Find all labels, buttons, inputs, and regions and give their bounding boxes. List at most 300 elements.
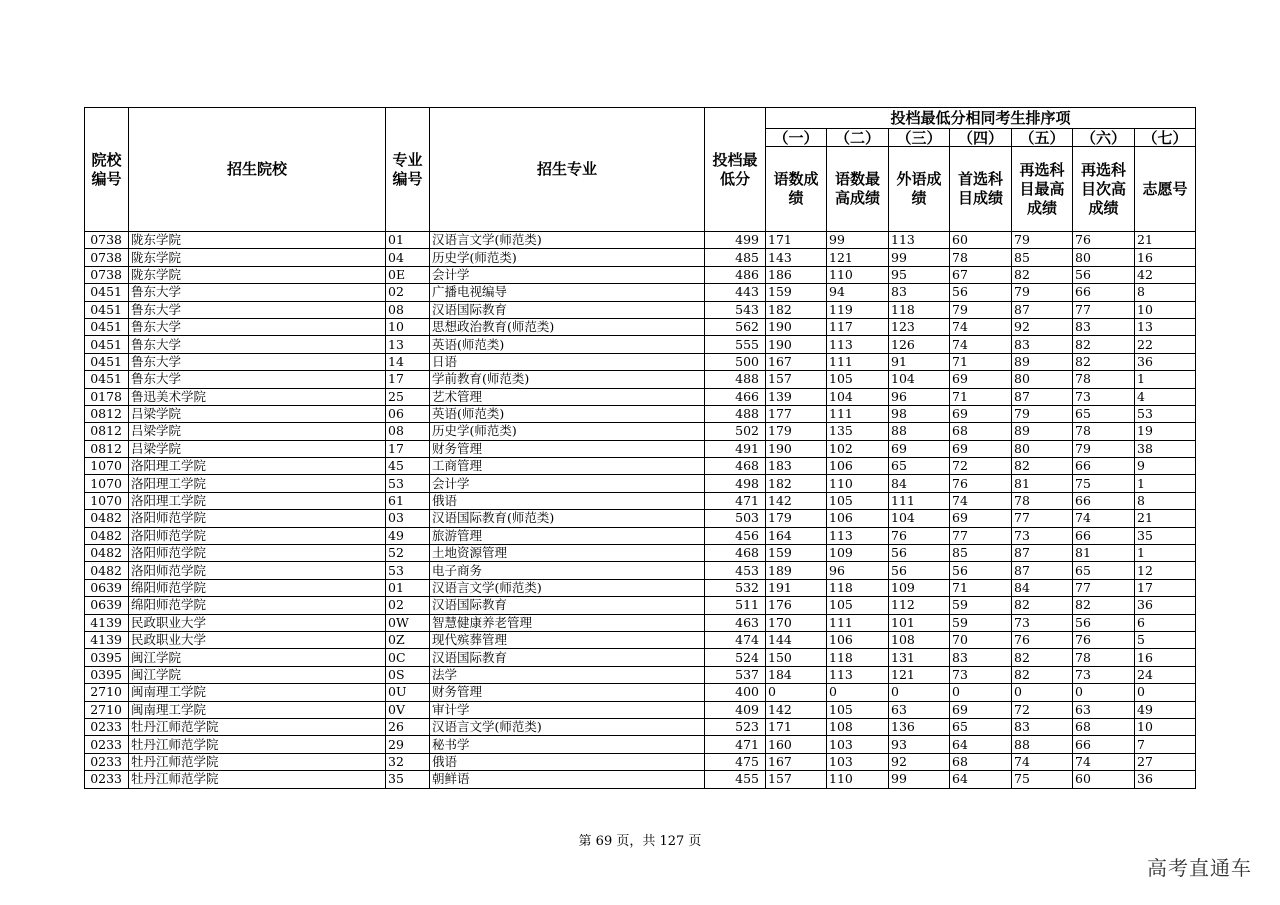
cell-tiebreak-2: 0 — [827, 684, 889, 701]
cell-tiebreak-3: 91 — [889, 353, 950, 370]
cell-tiebreak-7: 7 — [1135, 736, 1196, 753]
cell-tiebreak-4: 67 — [950, 266, 1012, 283]
page-footer: 第 69 页，共 127 页 — [578, 834, 702, 849]
cell-tiebreak-4: 65 — [950, 718, 1012, 735]
cell-tiebreak-6: 80 — [1073, 249, 1135, 266]
cell-tiebreak-6: 56 — [1073, 614, 1135, 631]
cell-tiebreak-3: 111 — [889, 492, 950, 509]
cell-major-code: 61 — [386, 492, 430, 509]
cell-major-code: 17 — [386, 371, 430, 388]
cell-school-name: 鲁东大学 — [129, 284, 386, 301]
cell-tiebreak-1: 143 — [766, 249, 827, 266]
header-major-name: 招生专业 — [430, 108, 705, 232]
cell-tiebreak-4: 71 — [950, 388, 1012, 405]
cell-major-name: 历史学(师范类) — [430, 423, 705, 440]
cell-tiebreak-1: 171 — [766, 232, 827, 249]
cell-school-code: 0482 — [85, 562, 129, 579]
cell-tiebreak-6: 78 — [1073, 649, 1135, 666]
cell-major-code: 08 — [386, 301, 430, 318]
cell-tiebreak-3: 126 — [889, 336, 950, 353]
cell-tiebreak-1: 186 — [766, 266, 827, 283]
cell-tiebreak-2: 105 — [827, 492, 889, 509]
cell-school-code: 0738 — [85, 232, 129, 249]
cell-major-code: 45 — [386, 458, 430, 475]
cell-tiebreak-2: 96 — [827, 562, 889, 579]
cell-tiebreak-1: 144 — [766, 631, 827, 648]
cell-tiebreak-7: 1 — [1135, 371, 1196, 388]
cell-major-name: 秘书学 — [430, 736, 705, 753]
cell-tiebreak-7: 16 — [1135, 649, 1196, 666]
cell-min-score: 468 — [705, 545, 766, 562]
cell-major-name: 艺术管理 — [430, 388, 705, 405]
cell-tiebreak-6: 79 — [1073, 440, 1135, 457]
cell-major-name: 电子商务 — [430, 562, 705, 579]
cell-tiebreak-6: 60 — [1073, 771, 1135, 788]
cell-tiebreak-5: 79 — [1012, 284, 1073, 301]
cell-tiebreak-7: 36 — [1135, 771, 1196, 788]
cell-school-name: 鲁东大学 — [129, 371, 386, 388]
cell-tiebreak-1: 150 — [766, 649, 827, 666]
header-tiebreak-num-5: （五） — [1012, 129, 1073, 147]
cell-tiebreak-3: 109 — [889, 579, 950, 596]
cell-major-code: 53 — [386, 475, 430, 492]
cell-major-name: 俄语 — [430, 492, 705, 509]
cell-tiebreak-7: 0 — [1135, 684, 1196, 701]
cell-tiebreak-2: 111 — [827, 405, 889, 422]
cell-tiebreak-5: 88 — [1012, 736, 1073, 753]
cell-tiebreak-3: 56 — [889, 545, 950, 562]
header-tiebreak-num-6: （六） — [1073, 129, 1135, 147]
cell-tiebreak-5: 80 — [1012, 440, 1073, 457]
cell-tiebreak-1: 167 — [766, 353, 827, 370]
header-school-name: 招生院校 — [129, 108, 386, 232]
cell-tiebreak-7: 21 — [1135, 510, 1196, 527]
table-row — [85, 614, 1196, 631]
cell-school-name: 闽江学院 — [129, 666, 386, 683]
table-row — [85, 301, 1196, 318]
cell-tiebreak-7: 13 — [1135, 318, 1196, 335]
cell-tiebreak-4: 79 — [950, 301, 1012, 318]
cell-tiebreak-7: 27 — [1135, 753, 1196, 770]
cell-school-code: 0233 — [85, 771, 129, 788]
cell-tiebreak-4: 59 — [950, 597, 1012, 614]
cell-tiebreak-6: 82 — [1073, 353, 1135, 370]
cell-tiebreak-5: 82 — [1012, 597, 1073, 614]
cell-tiebreak-2: 105 — [827, 701, 889, 718]
header-tiebreak-label-7: 志愿号 — [1135, 147, 1196, 232]
cell-school-name: 民政职业大学 — [129, 631, 386, 648]
cell-tiebreak-5: 80 — [1012, 371, 1073, 388]
cell-school-code: 0812 — [85, 405, 129, 422]
cell-tiebreak-6: 77 — [1073, 301, 1135, 318]
cell-tiebreak-6: 73 — [1073, 388, 1135, 405]
table-row — [85, 562, 1196, 579]
admission-score-table — [84, 107, 1196, 789]
cell-school-name: 洛阳师范学院 — [129, 510, 386, 527]
cell-tiebreak-2: 106 — [827, 458, 889, 475]
cell-school-code: 0451 — [85, 318, 129, 335]
cell-school-code: 0451 — [85, 353, 129, 370]
cell-tiebreak-3: 101 — [889, 614, 950, 631]
cell-major-code: 0S — [386, 666, 430, 683]
cell-tiebreak-1: 176 — [766, 597, 827, 614]
cell-tiebreak-4: 77 — [950, 527, 1012, 544]
cell-tiebreak-2: 104 — [827, 388, 889, 405]
cell-tiebreak-3: 108 — [889, 631, 950, 648]
cell-tiebreak-5: 82 — [1012, 266, 1073, 283]
cell-tiebreak-4: 56 — [950, 562, 1012, 579]
cell-tiebreak-5: 82 — [1012, 649, 1073, 666]
cell-school-code: 0738 — [85, 266, 129, 283]
cell-tiebreak-5: 83 — [1012, 336, 1073, 353]
table-row — [85, 336, 1196, 353]
cell-min-score: 453 — [705, 562, 766, 579]
header-tiebreak-label-5: 再选科目最高成绩 — [1012, 147, 1073, 232]
cell-major-name: 工商管理 — [430, 458, 705, 475]
cell-tiebreak-2: 103 — [827, 753, 889, 770]
cell-tiebreak-1: 160 — [766, 736, 827, 753]
table-row — [85, 475, 1196, 492]
cell-tiebreak-6: 65 — [1073, 562, 1135, 579]
cell-min-score: 488 — [705, 405, 766, 422]
cell-school-code: 0482 — [85, 545, 129, 562]
cell-min-score: 523 — [705, 718, 766, 735]
cell-school-code: 2710 — [85, 684, 129, 701]
cell-major-name: 财务管理 — [430, 440, 705, 457]
cell-school-code: 0451 — [85, 371, 129, 388]
cell-school-name: 洛阳师范学院 — [129, 562, 386, 579]
header-tiebreak-label-3: 外语成绩 — [889, 147, 950, 232]
cell-tiebreak-2: 105 — [827, 597, 889, 614]
cell-major-code: 32 — [386, 753, 430, 770]
cell-min-score: 475 — [705, 753, 766, 770]
cell-tiebreak-4: 64 — [950, 771, 1012, 788]
cell-school-name: 闽南理工学院 — [129, 701, 386, 718]
cell-major-name: 日语 — [430, 353, 705, 370]
table-row — [85, 753, 1196, 770]
cell-tiebreak-6: 66 — [1073, 527, 1135, 544]
cell-school-name: 牡丹江师范学院 — [129, 771, 386, 788]
cell-tiebreak-3: 113 — [889, 232, 950, 249]
table-row — [85, 440, 1196, 457]
cell-tiebreak-4: 71 — [950, 579, 1012, 596]
cell-tiebreak-3: 0 — [889, 684, 950, 701]
cell-tiebreak-7: 1 — [1135, 545, 1196, 562]
cell-tiebreak-1: 171 — [766, 718, 827, 735]
cell-tiebreak-2: 113 — [827, 666, 889, 683]
cell-major-name: 汉语国际教育 — [430, 597, 705, 614]
cell-major-code: 01 — [386, 232, 430, 249]
header-tiebreak-label-6: 再选科目次高成绩 — [1073, 147, 1135, 232]
cell-tiebreak-2: 111 — [827, 614, 889, 631]
table-row — [85, 423, 1196, 440]
cell-school-name: 牡丹江师范学院 — [129, 718, 386, 735]
header-min-score: 投档最低分 — [705, 108, 766, 232]
cell-tiebreak-2: 94 — [827, 284, 889, 301]
cell-major-name: 财务管理 — [430, 684, 705, 701]
table-row — [85, 718, 1196, 735]
cell-tiebreak-5: 84 — [1012, 579, 1073, 596]
cell-tiebreak-5: 87 — [1012, 301, 1073, 318]
cell-tiebreak-2: 106 — [827, 510, 889, 527]
cell-tiebreak-6: 66 — [1073, 284, 1135, 301]
cell-min-score: 537 — [705, 666, 766, 683]
cell-tiebreak-2: 121 — [827, 249, 889, 266]
cell-tiebreak-7: 1 — [1135, 475, 1196, 492]
table-row — [85, 492, 1196, 509]
table-row — [85, 527, 1196, 544]
table-row — [85, 666, 1196, 683]
cell-major-name: 汉语言文学(师范类) — [430, 232, 705, 249]
cell-tiebreak-4: 69 — [950, 371, 1012, 388]
cell-major-code: 25 — [386, 388, 430, 405]
table-row — [85, 318, 1196, 335]
cell-tiebreak-7: 5 — [1135, 631, 1196, 648]
cell-tiebreak-1: 189 — [766, 562, 827, 579]
cell-tiebreak-3: 83 — [889, 284, 950, 301]
cell-school-name: 吕梁学院 — [129, 405, 386, 422]
table-row — [85, 579, 1196, 596]
cell-school-name: 鲁东大学 — [129, 336, 386, 353]
cell-major-name: 现代殡葬管理 — [430, 631, 705, 648]
table-row — [85, 701, 1196, 718]
cell-school-code: 0639 — [85, 579, 129, 596]
cell-school-code: 0395 — [85, 649, 129, 666]
cell-major-name: 审计学 — [430, 701, 705, 718]
cell-school-name: 绵阳师范学院 — [129, 597, 386, 614]
table-body — [85, 232, 1196, 789]
cell-school-code: 0482 — [85, 510, 129, 527]
cell-major-code: 02 — [386, 284, 430, 301]
cell-min-score: 485 — [705, 249, 766, 266]
cell-tiebreak-3: 118 — [889, 301, 950, 318]
cell-tiebreak-3: 104 — [889, 510, 950, 527]
cell-major-code: 53 — [386, 562, 430, 579]
cell-min-score: 455 — [705, 771, 766, 788]
cell-tiebreak-5: 87 — [1012, 562, 1073, 579]
cell-min-score: 498 — [705, 475, 766, 492]
header-major-code: 专业编号 — [386, 108, 430, 232]
cell-major-name: 汉语言文学(师范类) — [430, 579, 705, 596]
cell-tiebreak-2: 108 — [827, 718, 889, 735]
header-tiebreak-num-3: （三） — [889, 129, 950, 147]
cell-tiebreak-2: 110 — [827, 266, 889, 283]
cell-school-name: 洛阳理工学院 — [129, 458, 386, 475]
cell-school-code: 0233 — [85, 736, 129, 753]
header-tiebreak-num-7: （七） — [1135, 129, 1196, 147]
cell-tiebreak-7: 22 — [1135, 336, 1196, 353]
cell-major-code: 08 — [386, 423, 430, 440]
cell-tiebreak-2: 103 — [827, 736, 889, 753]
cell-tiebreak-6: 78 — [1073, 423, 1135, 440]
cell-school-name: 陇东学院 — [129, 249, 386, 266]
cell-min-score: 488 — [705, 371, 766, 388]
cell-tiebreak-5: 87 — [1012, 545, 1073, 562]
cell-major-name: 汉语言文学(师范类) — [430, 718, 705, 735]
cell-tiebreak-5: 78 — [1012, 492, 1073, 509]
cell-tiebreak-5: 82 — [1012, 458, 1073, 475]
cell-tiebreak-4: 70 — [950, 631, 1012, 648]
cell-major-code: 49 — [386, 527, 430, 544]
cell-tiebreak-5: 89 — [1012, 423, 1073, 440]
cell-tiebreak-7: 35 — [1135, 527, 1196, 544]
cell-school-name: 闽江学院 — [129, 649, 386, 666]
cell-tiebreak-3: 69 — [889, 440, 950, 457]
cell-tiebreak-5: 85 — [1012, 249, 1073, 266]
cell-tiebreak-2: 118 — [827, 649, 889, 666]
cell-school-name: 鲁东大学 — [129, 318, 386, 335]
cell-tiebreak-2: 113 — [827, 336, 889, 353]
cell-tiebreak-6: 66 — [1073, 492, 1135, 509]
cell-tiebreak-1: 142 — [766, 701, 827, 718]
cell-major-name: 思想政治教育(师范类) — [430, 318, 705, 335]
cell-major-code: 52 — [386, 545, 430, 562]
cell-tiebreak-6: 78 — [1073, 371, 1135, 388]
cell-min-score: 456 — [705, 527, 766, 544]
cell-tiebreak-4: 59 — [950, 614, 1012, 631]
cell-tiebreak-1: 183 — [766, 458, 827, 475]
table-row — [85, 371, 1196, 388]
cell-tiebreak-5: 81 — [1012, 475, 1073, 492]
cell-tiebreak-6: 0 — [1073, 684, 1135, 701]
cell-tiebreak-5: 92 — [1012, 318, 1073, 335]
cell-min-score: 499 — [705, 232, 766, 249]
cell-major-code: 06 — [386, 405, 430, 422]
cell-major-name: 土地资源管理 — [430, 545, 705, 562]
cell-school-code: 0233 — [85, 753, 129, 770]
cell-major-code: 13 — [386, 336, 430, 353]
cell-school-name: 吕梁学院 — [129, 440, 386, 457]
cell-tiebreak-4: 68 — [950, 753, 1012, 770]
cell-tiebreak-7: 36 — [1135, 597, 1196, 614]
cell-tiebreak-6: 76 — [1073, 631, 1135, 648]
cell-tiebreak-4: 69 — [950, 510, 1012, 527]
cell-tiebreak-1: 179 — [766, 510, 827, 527]
cell-major-code: 02 — [386, 597, 430, 614]
cell-tiebreak-6: 81 — [1073, 545, 1135, 562]
cell-tiebreak-1: 184 — [766, 666, 827, 683]
cell-tiebreak-3: 76 — [889, 527, 950, 544]
table-row — [85, 649, 1196, 666]
cell-tiebreak-1: 164 — [766, 527, 827, 544]
table-row — [85, 684, 1196, 701]
cell-major-code: 0U — [386, 684, 430, 701]
cell-tiebreak-6: 56 — [1073, 266, 1135, 283]
cell-tiebreak-4: 85 — [950, 545, 1012, 562]
cell-major-name: 学前教育(师范类) — [430, 371, 705, 388]
cell-major-name: 会计学 — [430, 266, 705, 283]
cell-tiebreak-6: 82 — [1073, 336, 1135, 353]
cell-min-score: 543 — [705, 301, 766, 318]
cell-tiebreak-5: 74 — [1012, 753, 1073, 770]
cell-tiebreak-7: 10 — [1135, 301, 1196, 318]
cell-school-code: 0395 — [85, 666, 129, 683]
cell-min-score: 443 — [705, 284, 766, 301]
watermark-text: 高考直通车 — [1147, 856, 1252, 880]
cell-tiebreak-5: 73 — [1012, 527, 1073, 544]
cell-tiebreak-3: 63 — [889, 701, 950, 718]
cell-min-score: 471 — [705, 492, 766, 509]
cell-school-code: 1070 — [85, 492, 129, 509]
cell-tiebreak-6: 82 — [1073, 597, 1135, 614]
cell-tiebreak-3: 112 — [889, 597, 950, 614]
cell-tiebreak-7: 9 — [1135, 458, 1196, 475]
cell-school-name: 闽南理工学院 — [129, 684, 386, 701]
table-row — [85, 232, 1196, 249]
cell-tiebreak-2: 111 — [827, 353, 889, 370]
cell-min-score: 468 — [705, 458, 766, 475]
cell-tiebreak-5: 73 — [1012, 614, 1073, 631]
table-row — [85, 405, 1196, 422]
cell-school-code: 0482 — [85, 527, 129, 544]
cell-tiebreak-4: 71 — [950, 353, 1012, 370]
cell-school-code: 0639 — [85, 597, 129, 614]
cell-tiebreak-3: 84 — [889, 475, 950, 492]
cell-school-name: 洛阳师范学院 — [129, 527, 386, 544]
cell-major-name: 广播电视编导 — [430, 284, 705, 301]
cell-tiebreak-2: 106 — [827, 631, 889, 648]
cell-tiebreak-6: 66 — [1073, 736, 1135, 753]
cell-tiebreak-4: 0 — [950, 684, 1012, 701]
cell-tiebreak-5: 0 — [1012, 684, 1073, 701]
cell-major-code: 0V — [386, 701, 430, 718]
cell-min-score: 524 — [705, 649, 766, 666]
cell-school-name: 鲁东大学 — [129, 301, 386, 318]
cell-tiebreak-4: 74 — [950, 318, 1012, 335]
cell-tiebreak-6: 75 — [1073, 475, 1135, 492]
cell-major-code: 01 — [386, 579, 430, 596]
cell-min-score: 474 — [705, 631, 766, 648]
cell-tiebreak-4: 74 — [950, 336, 1012, 353]
table-row — [85, 597, 1196, 614]
cell-school-code: 4139 — [85, 614, 129, 631]
cell-major-code: 0E — [386, 266, 430, 283]
cell-tiebreak-5: 82 — [1012, 666, 1073, 683]
cell-tiebreak-1: 182 — [766, 301, 827, 318]
cell-tiebreak-1: 182 — [766, 475, 827, 492]
cell-tiebreak-1: 190 — [766, 318, 827, 335]
cell-tiebreak-3: 95 — [889, 266, 950, 283]
cell-tiebreak-5: 77 — [1012, 510, 1073, 527]
cell-tiebreak-6: 74 — [1073, 753, 1135, 770]
cell-tiebreak-4: 68 — [950, 423, 1012, 440]
cell-tiebreak-6: 66 — [1073, 458, 1135, 475]
cell-major-code: 14 — [386, 353, 430, 370]
cell-school-name: 鲁迅美术学院 — [129, 388, 386, 405]
cell-tiebreak-3: 56 — [889, 562, 950, 579]
cell-tiebreak-5: 76 — [1012, 631, 1073, 648]
cell-major-name: 英语(师范类) — [430, 405, 705, 422]
header-tiebreak-label-4: 首选科目成绩 — [950, 147, 1012, 232]
cell-tiebreak-7: 8 — [1135, 284, 1196, 301]
cell-tiebreak-7: 53 — [1135, 405, 1196, 422]
cell-major-code: 17 — [386, 440, 430, 457]
cell-school-name: 绵阳师范学院 — [129, 579, 386, 596]
cell-min-score: 463 — [705, 614, 766, 631]
cell-tiebreak-4: 76 — [950, 475, 1012, 492]
cell-tiebreak-7: 17 — [1135, 579, 1196, 596]
cell-tiebreak-1: 0 — [766, 684, 827, 701]
cell-tiebreak-3: 99 — [889, 771, 950, 788]
cell-major-name: 俄语 — [430, 753, 705, 770]
cell-tiebreak-1: 159 — [766, 284, 827, 301]
cell-tiebreak-1: 159 — [766, 545, 827, 562]
table-row — [85, 266, 1196, 283]
cell-tiebreak-4: 72 — [950, 458, 1012, 475]
cell-min-score: 471 — [705, 736, 766, 753]
cell-tiebreak-4: 69 — [950, 405, 1012, 422]
table-row — [85, 510, 1196, 527]
